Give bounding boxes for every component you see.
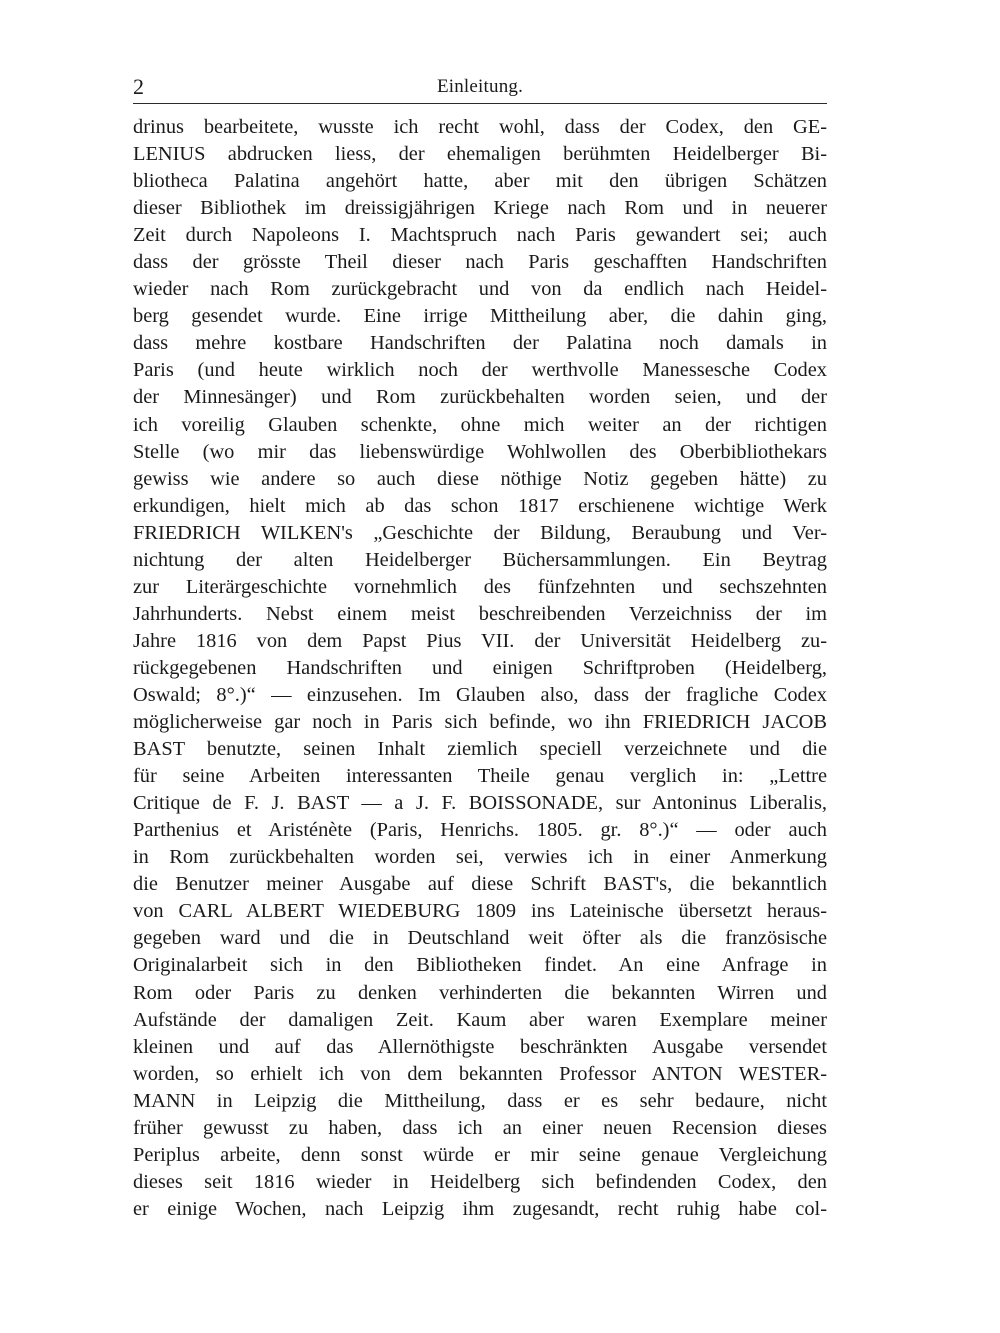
text-line: berg gesendet wurde. Eine irrige Mittheilung aber, die dahin ging, — [133, 305, 827, 328]
text-line: bliotheca Palatina angehört hatte, aber mit den übrigen Schätzen — [133, 170, 827, 193]
text-line: kleinen und auf das Allernöthigste beschränkten Ausgabe versendet — [133, 1035, 827, 1058]
text-line: ich voreilig Glauben schenkte, ohne mich weiter an der richtigen — [133, 413, 827, 436]
text-line: FRIEDRICH WILKEN's „Geschichte der Bildung, Beraubung und Ver- — [133, 521, 827, 544]
text-line: LENIUS abdrucken liess, der ehemaligen berühmten Heidelberger Bi- — [133, 143, 827, 166]
text-line: in Rom zurückbehalten worden sei, verwies ich in einer Anmerkung — [133, 846, 827, 869]
page-number: 2 — [133, 74, 144, 99]
text-line: dass der grösste Theil dieser nach Paris geschafften Handschriften — [133, 251, 827, 274]
text-line: zur Literärgeschichte vornehmlich des fünfzehnten und sechszehnten — [133, 575, 827, 598]
text-line: möglicherweise gar noch in Paris sich befinde, wo ihn FRIEDRICH JACOB — [133, 711, 827, 734]
text-line: Aufstände der damaligen Zeit. Kaum aber waren Exemplare meiner — [133, 1008, 827, 1031]
text-line: Rom oder Paris zu denken verhinderten die bekannten Wirren und — [133, 981, 827, 1004]
running-head — [133, 74, 827, 104]
text-line: die Benutzer meiner Ausgabe auf diese Schrift BAST's, die bekanntlich — [133, 873, 827, 896]
text-line: von CARL ALBERT WIEDEBURG 1809 ins Lateinische übersetzt heraus- — [133, 900, 827, 923]
running-title: Einleitung. — [436, 76, 524, 97]
text-line: Periplus arbeite, denn sonst würde er mir seine genaue Vergleichung — [133, 1143, 827, 1166]
text-line: BAST benutzte, seinen Inhalt ziemlich speciell verzeichnete und die — [133, 738, 827, 761]
body-text — [133, 114, 827, 1223]
text-line: der Minnesänger) und Rom zurückbehalten worden seien, und der — [133, 386, 827, 409]
text-line: worden, so erhielt ich von dem bekannten Professor ANTON WESTER- — [133, 1062, 827, 1085]
text-line: rückgegebenen Handschriften und einigen Schriftproben (Heidelberg, — [133, 656, 827, 679]
text-line: dieser Bibliothek im dreissigjährigen Kriege nach Rom und in neuerer — [133, 197, 827, 220]
text-line: er einige Wochen, nach Leipzig ihm zugesandt, recht ruhig habe col- — [133, 1197, 827, 1220]
text-line: gewiss wie andere so auch diese nöthige Notiz gegeben hätte) zu — [133, 467, 827, 490]
text-line: Originalarbeit sich in den Bibliotheken findet. An eine Anfrage in — [133, 954, 827, 977]
text-line: Parthenius et Aristénète (Paris, Henrichs. 1805. gr. 8°.)“ — oder auch — [133, 819, 827, 842]
text-line: dieses seit 1816 wieder in Heidelberg sich befindenden Codex, den — [133, 1170, 827, 1193]
text-line: Zeit durch Napoleons I. Machtspruch nach Paris gewandert sei; auch — [133, 224, 827, 247]
text-line: gegeben ward und die in Deutschland weit öfter als die französische — [133, 927, 827, 950]
text-line: erkundigen, hielt mich ab das schon 1817 erschienene wichtige Werk — [133, 494, 827, 517]
text-line: Paris (und heute wirklich noch der werthvolle Manessesche Codex — [133, 359, 827, 382]
text-line: Stelle (wo mir das liebenswürdige Wohlwollen des Oberbibliothekars — [133, 440, 827, 463]
text-line: drinus bearbeitete, wusste ich recht wohl, dass der Codex, den GE- — [133, 116, 827, 138]
text-line: wieder nach Rom zurückgebracht und von da endlich nach Heidel- — [133, 278, 827, 301]
text-line: dass mehre kostbare Handschriften der Palatina noch damals in — [133, 332, 827, 355]
text-line: Critique de F. J. BAST — a J. F. BOISSONADE, sur Antoninus Liberalis, — [133, 792, 827, 815]
text-line: MANN in Leipzig die Mittheilung, dass er es sehr bedaure, nicht — [133, 1089, 827, 1112]
text-line: Jahre 1816 von dem Papst Pius VII. der Universität Heidelberg zu- — [133, 629, 827, 652]
text-line: für seine Arbeiten interessanten Theile genau verglich in: „Lettre — [133, 765, 827, 788]
header-rule — [133, 103, 827, 104]
text-line: Jahrhunderts. Nebst einem meist beschreibenden Verzeichniss der im — [133, 602, 827, 625]
text-line: Oswald; 8°.)“ — einzusehen. Im Glauben also, dass der fragliche Codex — [133, 683, 827, 706]
text-line: nichtung der alten Heidelberger Büchersammlungen. Ein Beytrag — [133, 548, 827, 571]
text-line: früher gewusst zu haben, dass ich an einer neuen Recension dieses — [133, 1116, 827, 1139]
